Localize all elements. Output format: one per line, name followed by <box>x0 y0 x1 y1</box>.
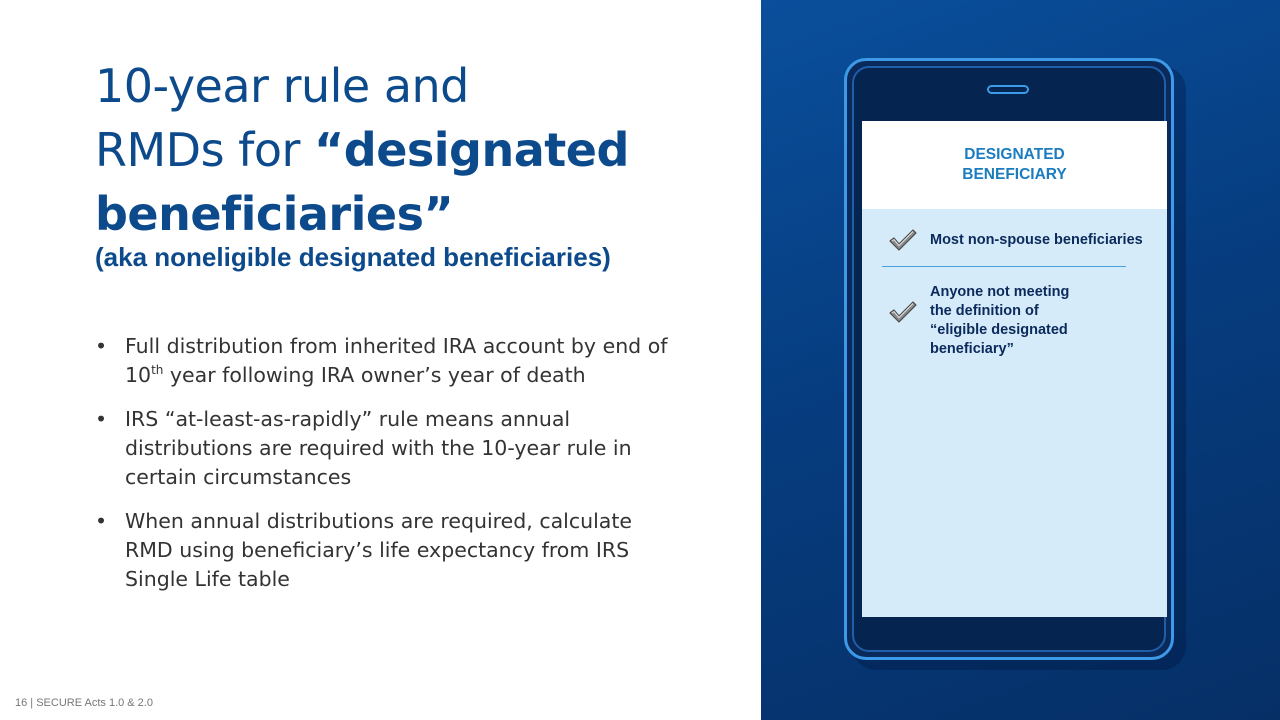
phone-speaker-icon <box>987 85 1029 94</box>
bullet-1-superscript: th <box>151 363 164 378</box>
title-line-2-bold: “designated <box>314 123 629 177</box>
slide-subtitle: (aka noneligible designated beneficiaries) <box>95 242 611 272</box>
screen-header <box>862 121 1167 209</box>
checkmark-icon <box>888 227 918 253</box>
bullet-item <box>95 507 685 594</box>
bullet-item <box>95 332 685 390</box>
slide-footer: 16 | SECURE Acts 1.0 & 2.0 <box>15 697 153 709</box>
beneficiary-item-text: Anyone not meeting the definition of “eligible designated beneficiary” <box>930 284 1070 357</box>
bullet-1-part1: Full distribution from inherited IRA account by end of 10 <box>125 334 668 387</box>
bullet-item <box>95 405 685 492</box>
bullet-dot: • <box>95 407 108 431</box>
bullet-1-part2: year following IRA owner’s year of death <box>163 363 586 387</box>
beneficiary-item-text: Most non-spouse beneficiaries <box>930 232 1143 248</box>
bullet-dot: • <box>95 334 108 358</box>
checkmark-icon <box>888 299 918 325</box>
bullet-list <box>95 332 685 609</box>
bullet-2-text: IRS “at-least-as-rapidly” rule means annual distributions are required with the 10-year rule in certain circumstances <box>125 407 632 489</box>
screen-header-text: DESIGNATED BENEFICIARY <box>962 146 1067 183</box>
title-line-2-normal: RMDs for <box>95 123 315 177</box>
divider-line <box>882 266 1126 267</box>
bullet-3-text: When annual distributions are required, calculate RMD using beneficiary’s life expectancy from IRS Single Life table <box>125 509 633 591</box>
bullet-dot: • <box>95 509 108 533</box>
title-line-1: 10-year rule and <box>95 59 469 113</box>
phone-screen <box>862 121 1167 617</box>
title-line-3: beneficiaries” <box>95 187 454 241</box>
title-line-2 <box>95 118 715 182</box>
slide-title <box>95 54 715 246</box>
